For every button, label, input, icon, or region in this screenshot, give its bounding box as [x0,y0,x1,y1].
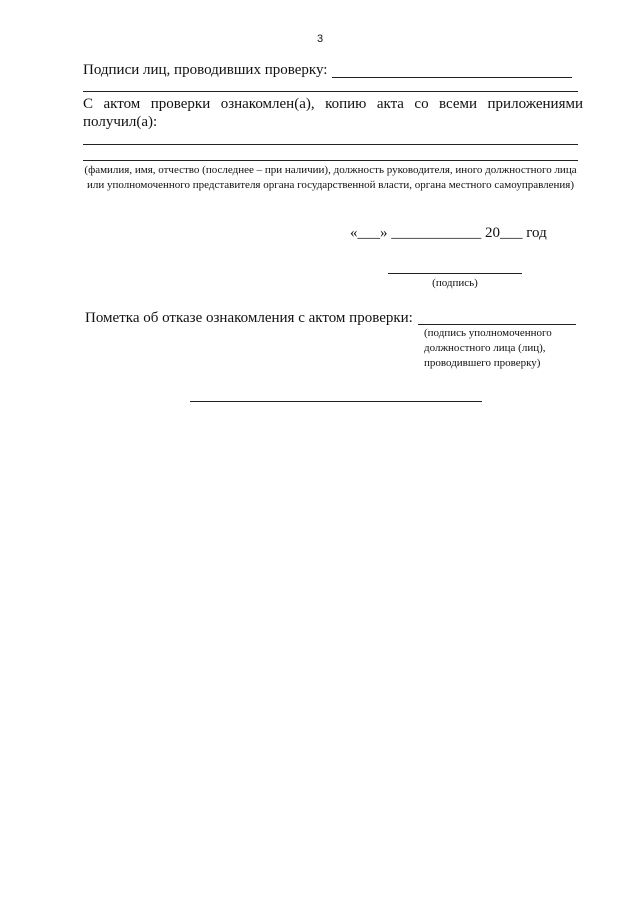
date-line[interactable]: «___» ____________ 20___ год [350,225,547,241]
inspectors-signatures-label: Подписи лиц, проводивших проверку: [83,62,328,78]
inspectors-signature-blank[interactable] [332,77,572,78]
acquaintance-text: С актом проверки ознакомлен(а), копию акта со всеми приложениями получил(а): [83,96,583,130]
inspectors-signature-blank-2[interactable] [83,91,578,92]
signature-caption: (подпись) [432,277,478,289]
refusal-label: Пометка об отказе ознакомления с актом проверки: [85,310,413,326]
closing-divider [190,401,482,402]
refusal-signature-caption: (подпись уполномоченного должностного лица (лиц), проводившего проверку) [424,327,552,369]
signature-blank[interactable] [388,273,522,274]
acquaintance-caption: (фамилия, имя, отчество (последнее – при наличии), должность руководителя, иного должностного лица или уполномоченного представителя органа государственной власти, органа местного самоуправления) [84,164,577,191]
acquainted-person-blank-1[interactable] [83,144,578,145]
acquainted-person-blank-2[interactable] [83,160,578,161]
page-number: 3 [316,33,324,45]
refusal-signature-blank[interactable] [418,324,576,325]
